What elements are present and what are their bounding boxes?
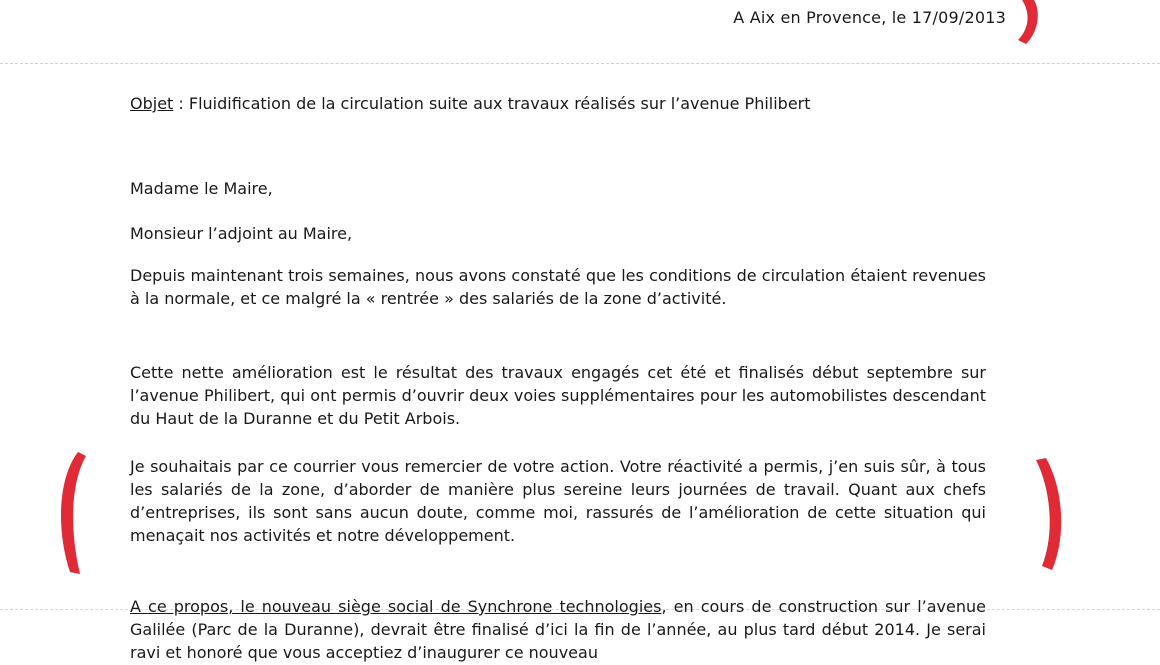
subject-label: Objet [130, 94, 174, 113]
scan-fold-line-top [0, 63, 1160, 64]
subject-text: Fluidification de la circulation suite aux travaux réalisés sur l’avenue Philibert [188, 94, 811, 113]
subject-separator: : [173, 94, 189, 113]
paragraph-3: Je souhaitais par ce courrier vous remercier de votre action. Votre réactivité a permis, j’en suis sûr, à tous les salariés de la zone, d’aborder de manière plus sereine leurs journées de travail. Quant aux chefs d’entreprises, ils sont sans aucun doute, comme moi, rassurés de l’amélioration de cette situation qui menaçait nos activités et notre développement. [130, 457, 986, 545]
paragraph-4 [130, 595, 986, 664]
red-brush-mark-top-right [1018, 0, 1038, 44]
red-brush-mark-right [1036, 458, 1061, 570]
salutation-deputy: Monsieur l’adjoint au Maire, [130, 224, 353, 243]
red-brush-mark-left [61, 452, 86, 574]
paragraph-4-underlined: A ce propos, le nouveau siège social de Synchrone technologies [130, 597, 662, 616]
letter-date-line: A Aix en Provence, le 17/09/2013 [733, 8, 1006, 27]
paragraph-1: Depuis maintenant trois semaines, nous avons constaté que les conditions de circulation étaient revenues à la normale, et ce malgré la « rentrée » des salariés de la zone d’activité. [130, 266, 986, 308]
salutation-mayor: Madame le Maire, [130, 179, 273, 198]
paragraph-2: Cette nette amélioration est le résultat des travaux engagés cet été et finalisés début septembre sur l’avenue Philibert, qui ont permis d’ouvrir deux voies supplémentaires pour les automobilistes descendant du Haut de la Duranne et du Petit Arbois. [130, 363, 986, 428]
letter-subject [130, 92, 986, 115]
paragraph-4-rest: , en cours de construction sur l’avenue Galilée (Parc de la Duranne), devrait être finalisé d’ici la fin de l’année, au plus tard début 2014. Je serai ravi et honoré que vous acceptiez d’inaugurer ce nouveau [130, 597, 986, 662]
